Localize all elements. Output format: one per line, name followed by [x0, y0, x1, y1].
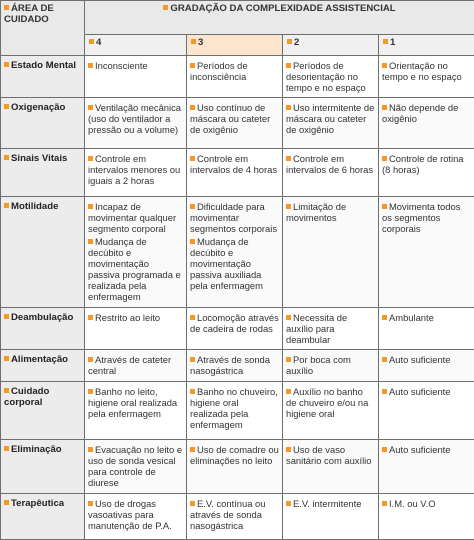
level-header-2: 2	[283, 35, 379, 56]
bullet-square-icon	[190, 105, 195, 110]
level-1-cell	[379, 148, 474, 196]
criterion-text: Uso intermitente de máscara ou cateter de oxigênio	[286, 102, 375, 136]
list-item	[190, 444, 279, 466]
criterion-text: Necessita de auxílio para deambular	[286, 311, 348, 345]
level-2-cell	[283, 196, 379, 307]
bullet-square-icon	[382, 63, 387, 68]
criterion-text: Limitação de movimentos	[286, 200, 347, 223]
list-item	[382, 60, 471, 82]
bullet-square-icon	[190, 357, 195, 362]
table-row-estado-mental	[1, 56, 474, 98]
level-4-cell	[85, 98, 187, 148]
criterion-text: Através de sonda nasogástrica	[190, 353, 270, 376]
level-3-cell	[187, 56, 283, 98]
area-cell-motilidade	[1, 196, 85, 307]
area-cell-deambulacao	[1, 307, 85, 349]
area-label: Sinais Vitais	[11, 152, 68, 164]
bullet-square-icon	[191, 39, 196, 44]
list-item	[88, 60, 183, 71]
bullet-square-icon	[4, 104, 9, 109]
bullet-square-icon	[4, 356, 9, 361]
bullet-square-icon	[190, 156, 195, 161]
criterion-text: Não depende de oxigênio	[382, 102, 459, 125]
area-header-line2: CUIDADO	[4, 14, 49, 25]
bullet-square-icon	[88, 105, 93, 110]
bullet-square-icon	[163, 5, 168, 10]
list-item	[382, 498, 471, 509]
bullet-square-icon	[382, 204, 387, 209]
list-item	[190, 201, 279, 234]
area-cell-oxigenacao	[1, 98, 85, 148]
level-2-cell	[283, 349, 379, 381]
area-cell-eliminacao	[1, 440, 85, 493]
bullet-square-icon	[286, 389, 291, 394]
list-item	[190, 498, 279, 531]
criterion-text: Auto suficiente	[389, 385, 451, 397]
bullet-square-icon	[190, 204, 195, 209]
bullet-square-icon	[4, 388, 9, 393]
bullet-square-icon	[4, 5, 9, 10]
bullet-square-icon	[88, 239, 93, 244]
level-4-cell	[85, 440, 187, 493]
bullet-square-icon	[287, 39, 292, 44]
criterion-text: Uso de vaso sanitário com auxílio	[286, 444, 372, 467]
list-item	[382, 354, 471, 365]
level-1-cell	[379, 307, 474, 349]
bullet-square-icon	[88, 357, 93, 362]
criterion-text: I.M. ou V.O	[389, 497, 436, 509]
table-header-row	[1, 1, 474, 35]
level-3-cell	[187, 98, 283, 148]
list-item	[382, 386, 471, 397]
bullet-square-icon	[4, 62, 9, 67]
bullet-square-icon	[190, 389, 195, 394]
bullet-square-icon	[190, 239, 195, 244]
criterion-text: Períodos de desorientação no tempo e no espaço	[286, 60, 366, 93]
bullet-square-icon	[89, 39, 94, 44]
table-row-terapeutica	[1, 493, 474, 539]
list-item	[88, 312, 183, 323]
level-1-cell	[379, 381, 474, 439]
list-item	[286, 498, 375, 509]
level-4-cell	[85, 196, 187, 307]
level-2-cell	[283, 56, 379, 98]
table-row-deambulacao	[1, 307, 474, 349]
level-3-cell	[187, 349, 283, 381]
criterion-text: E.V. intermitente	[293, 497, 362, 509]
bullet-square-icon	[382, 156, 387, 161]
criterion-text: Auto suficiente	[389, 444, 451, 456]
table-row-motilidade	[1, 196, 474, 307]
level-1-cell	[379, 56, 474, 98]
criterion-text: Dificuldade para movimentar segmentos corporais	[190, 200, 278, 234]
list-item	[88, 201, 183, 234]
list-item	[382, 153, 471, 175]
list-item	[286, 386, 375, 419]
criterion-text: Auxílio no banho de chuveiro e/ou na higiene oral	[286, 385, 369, 419]
bullet-square-icon	[4, 155, 9, 160]
bullet-square-icon	[286, 357, 291, 362]
bullet-square-icon	[382, 315, 387, 320]
bullet-square-icon	[286, 447, 291, 452]
criterion-text: Controle em intervalos de 6 horas	[286, 152, 374, 175]
list-item	[190, 386, 279, 430]
area-label: Alimentação	[11, 353, 69, 365]
level-4-cell	[85, 148, 187, 196]
list-item	[286, 102, 375, 135]
area-label: Terapêutica	[11, 497, 65, 509]
level-header-1: 1	[379, 35, 474, 56]
bullet-square-icon	[190, 501, 195, 506]
table-row-eliminacao	[1, 440, 474, 493]
criterion-text: Uso de comadre ou eliminações no leito	[190, 444, 279, 467]
list-item	[382, 444, 471, 455]
level-2-cell	[283, 440, 379, 493]
level-3-cell	[187, 440, 283, 493]
bullet-square-icon	[286, 156, 291, 161]
bullet-square-icon	[88, 63, 93, 68]
area-label: Cuidado corporal	[4, 385, 50, 408]
level-4-cell	[85, 56, 187, 98]
table-row-sinais-vitais	[1, 148, 474, 196]
level-4-cell	[85, 307, 187, 349]
criterion-text: Banho no chuveiro, higiene oral realizada pela enfermagem	[190, 385, 278, 430]
list-item	[286, 201, 375, 223]
list-item	[382, 102, 471, 124]
complexity-header-cell	[85, 1, 474, 35]
list-item	[286, 60, 375, 93]
area-label: Eliminação	[11, 444, 62, 456]
list-item	[190, 354, 279, 376]
level-3-cell	[187, 381, 283, 439]
bullet-square-icon	[190, 315, 195, 320]
bullet-square-icon	[88, 501, 93, 506]
list-item	[286, 354, 375, 376]
area-cell-alimentacao	[1, 349, 85, 381]
list-item	[190, 60, 279, 82]
table-row-alimentacao	[1, 349, 474, 381]
criterion-text: Uso de drogas vasoativas para manutenção de P.A.	[88, 497, 172, 531]
criterion-text: Movimenta todos os segmentos corporais	[382, 200, 461, 234]
area-cell-estado-mental	[1, 56, 85, 98]
level-3-cell	[187, 196, 283, 307]
bullet-square-icon	[190, 63, 195, 68]
bullet-square-icon	[286, 63, 291, 68]
area-cell-terapeutica	[1, 493, 85, 539]
criterion-text: Inconsciente	[95, 60, 148, 71]
level-4-cell	[85, 493, 187, 539]
level-1-cell	[379, 196, 474, 307]
level-2-cell	[283, 381, 379, 439]
criterion-text: Períodos de inconsciência	[190, 60, 248, 82]
criterion-text: Por boca com auxílio	[286, 353, 351, 376]
list-item	[286, 444, 375, 466]
area-label: Motilidade	[11, 200, 59, 212]
level-4-cell	[85, 381, 187, 439]
list-item	[190, 312, 279, 334]
criterion-text: Ventilação mecânica (uso do ventilador a pressão ou a volume)	[88, 102, 181, 136]
bullet-square-icon	[382, 389, 387, 394]
list-item	[382, 312, 471, 323]
level-4-cell	[85, 349, 187, 381]
criterion-text: Incapaz de movimentar qualquer segmento corporal	[88, 200, 177, 234]
bullet-square-icon	[4, 446, 9, 451]
criterion-text: Controle em intervalos menores ou iguais a 2 horas	[88, 152, 181, 186]
bullet-square-icon	[382, 105, 387, 110]
bullet-square-icon	[382, 501, 387, 506]
list-item	[88, 102, 183, 135]
table-body	[1, 56, 474, 540]
level-1-cell	[379, 98, 474, 148]
bullet-square-icon	[286, 105, 291, 110]
criterion-text: Locomoção através de cadeira de rodas	[190, 311, 279, 334]
criterion-text: Banho no leito, higiene oral realizada pela enfermagem	[88, 385, 178, 419]
criterion-text: Orientação no tempo e no espaço	[382, 60, 462, 82]
list-item	[88, 386, 183, 419]
level-header-3: 3	[187, 35, 283, 56]
list-item	[88, 153, 183, 186]
table-row-oxigenacao	[1, 98, 474, 148]
list-item	[382, 201, 471, 234]
list-item	[88, 444, 183, 488]
bullet-square-icon	[382, 447, 387, 452]
level-3-cell	[187, 493, 283, 539]
criterion-text: Uso contínuo de máscara ou cateter de oxigênio	[190, 102, 271, 136]
bullet-square-icon	[4, 203, 9, 208]
bullet-square-icon	[88, 204, 93, 209]
list-item	[88, 498, 183, 531]
level-1-cell	[379, 440, 474, 493]
table-row-cuidado-corporal	[1, 381, 474, 439]
bullet-square-icon	[190, 447, 195, 452]
criterion-text: Através de cateter central	[88, 353, 172, 376]
level-2-cell	[283, 493, 379, 539]
level-3-cell	[187, 307, 283, 349]
area-header-line1: ÁREA DE	[11, 3, 54, 14]
area-label: Estado Mental	[11, 60, 77, 71]
list-item	[88, 236, 183, 302]
criterion-text: Mudança de decúbito e movimentação passiva programada e realizada pela enfermagem	[88, 235, 181, 302]
criterion-text: Restrito ao leito	[95, 311, 161, 323]
criterion-text: Mudança de decúbito e movimentação passiva auxiliada pela enfermagem	[190, 235, 263, 291]
level-3-cell	[187, 148, 283, 196]
level-2-cell	[283, 148, 379, 196]
area-label: Deambulação	[11, 311, 74, 323]
bullet-square-icon	[88, 156, 93, 161]
level-2-cell	[283, 307, 379, 349]
criterion-text: Controle em intervalos de 4 horas	[190, 152, 278, 175]
criterion-text: Ambulante	[389, 311, 434, 323]
level-2-cell	[283, 98, 379, 148]
list-item	[190, 102, 279, 135]
complexity-header-title: GRADAÇÃO DA COMPLEXIDADE ASSISTENCIAL	[170, 3, 396, 14]
bullet-square-icon	[383, 39, 388, 44]
list-item	[286, 312, 375, 345]
bullet-square-icon	[88, 315, 93, 320]
area-cell-cuidado-corporal	[1, 381, 85, 439]
bullet-square-icon	[382, 357, 387, 362]
bullet-square-icon	[286, 204, 291, 209]
bullet-square-icon	[88, 447, 93, 452]
level-header-4: 4	[85, 35, 187, 56]
bullet-square-icon	[286, 501, 291, 506]
area-header-cell	[1, 1, 85, 56]
area-cell-sinais-vitais	[1, 148, 85, 196]
level-1-cell	[379, 349, 474, 381]
list-item	[190, 236, 279, 291]
criterion-text: Controle de rotina (8 horas)	[382, 152, 464, 175]
area-label: Oxigenação	[11, 102, 66, 114]
bullet-square-icon	[4, 314, 9, 319]
bullet-square-icon	[4, 500, 9, 505]
list-item	[88, 354, 183, 376]
level-1-cell	[379, 493, 474, 539]
criterion-text: E.V. contínua ou através de sonda nasogástrica	[190, 497, 266, 531]
list-item	[286, 153, 375, 175]
criterion-text: Evacuação no leito e uso de sonda vesical para controle de diurese	[88, 444, 183, 489]
list-item	[190, 153, 279, 175]
bullet-square-icon	[88, 389, 93, 394]
bullet-square-icon	[286, 315, 291, 320]
criterion-text: Auto suficiente	[389, 353, 451, 365]
